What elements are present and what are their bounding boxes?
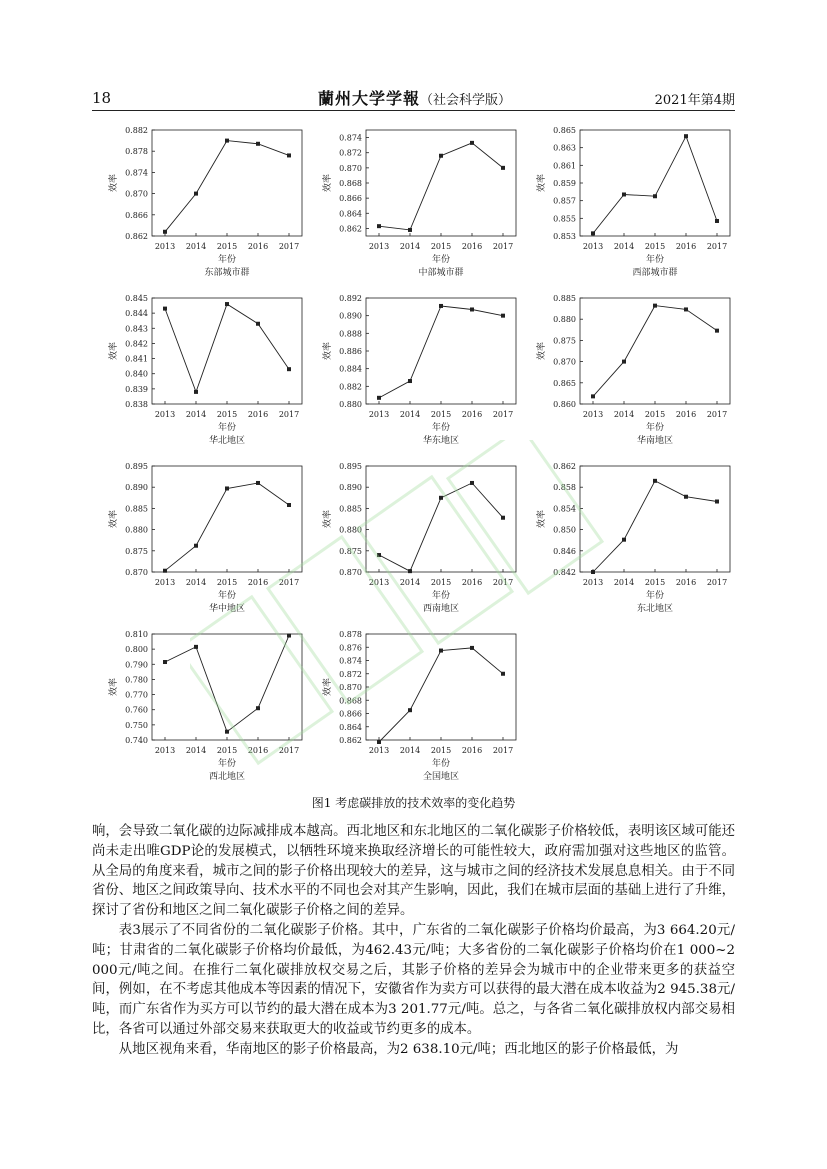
y-tick-label: 0.880 <box>553 315 576 325</box>
data-point <box>470 646 474 650</box>
chart-10 <box>107 630 302 782</box>
page-number: 18 <box>92 89 112 107</box>
y-axis-label: 效率 <box>109 509 119 529</box>
y-axis-label: 效率 <box>537 173 547 193</box>
data-point <box>591 231 595 235</box>
series-line <box>165 141 289 232</box>
chart-9 <box>535 462 730 614</box>
y-tick-label: 0.886 <box>339 347 362 356</box>
y-tick-label: 0.880 <box>339 400 362 409</box>
x-tick-label: 2015 <box>216 410 238 419</box>
chart-2 <box>321 130 516 278</box>
x-axis-label: 年份 <box>217 759 237 769</box>
x-tick-label: 2015 <box>644 410 666 419</box>
chart-5 <box>321 294 516 446</box>
x-tick-label: 2017 <box>278 578 300 587</box>
y-tick-label: 0.854 <box>553 504 576 514</box>
x-tick-label: 2015 <box>644 242 666 251</box>
y-tick-label: 0.875 <box>339 546 362 556</box>
data-point <box>622 192 626 196</box>
y-tick-label: 0.870 <box>339 163 362 173</box>
data-point <box>653 194 657 198</box>
x-axis-label: 年份 <box>431 591 451 601</box>
y-tick-label: 0.855 <box>553 214 576 224</box>
x-tick-label: 2013 <box>582 242 604 251</box>
x-tick-label: 2014 <box>613 578 635 587</box>
chart-title: 西北地区 <box>208 772 246 782</box>
paragraph-2: 表3展示了不同省份的二氧化碳影子价格。其中，广东省的二氧化碳影子价格均价最高，为3 664.20元/吨；甘肃省的二氧化碳影子价格均价最低，为462.43元/吨；大多省份的二氧化碳影子价格均价在1 000~2 000元/吨之间。在推行二氧化碳排放权交易之后，其影子价格的差异会为城市中的企业带来更多的获益空间，例如，在不考虑其他成本等因素的情况下，安徽省作为卖方可以获得的最大潜在成本收益为2 945.38元/吨，而广东省作为买方可以节约的最大潜在成本为3 201.77元/吨。总之，与各省二氧化碳排放权内部交易相比，各省可以通过外部交易来获取更大的收益或节约更多的成本。 <box>92 922 735 1037</box>
x-tick-label: 2014 <box>399 410 421 419</box>
x-axis-label: 年份 <box>217 423 237 433</box>
y-tick-label: 0.885 <box>125 504 148 514</box>
y-tick-label: 0.790 <box>125 660 148 670</box>
y-tick-label: 0.870 <box>553 357 576 367</box>
data-point <box>439 649 443 653</box>
y-axis-label: 效率 <box>323 677 333 697</box>
y-axis-label: 效率 <box>109 341 119 361</box>
y-tick-label: 0.895 <box>125 462 148 471</box>
y-tick-label: 0.895 <box>339 462 362 471</box>
series-line <box>165 483 289 571</box>
x-tick-label: 2017 <box>706 410 728 419</box>
data-point <box>470 307 474 311</box>
data-point <box>377 224 381 228</box>
y-axis-label: 效率 <box>323 341 333 361</box>
y-tick-label: 0.862 <box>125 232 148 241</box>
x-axis-label: 年份 <box>431 759 451 769</box>
x-tick-label: 2013 <box>154 578 176 587</box>
data-point <box>501 516 505 520</box>
plot-frame <box>580 298 730 404</box>
y-tick-label: 0.843 <box>125 324 148 334</box>
chart-title: 华南地区 <box>636 436 674 446</box>
data-point <box>715 500 719 504</box>
y-tick-label: 0.872 <box>339 148 362 158</box>
data-point <box>684 495 688 499</box>
x-tick-label: 2013 <box>154 410 176 419</box>
x-tick-label: 2015 <box>216 746 238 755</box>
data-point <box>591 394 595 398</box>
y-tick-label: 0.844 <box>125 309 148 319</box>
x-tick-label: 2015 <box>644 578 666 587</box>
y-tick-label: 0.870 <box>339 683 362 692</box>
x-tick-label: 2016 <box>247 746 269 755</box>
series-line <box>593 481 717 572</box>
x-tick-label: 2013 <box>582 578 604 587</box>
y-tick-label: 0.874 <box>125 168 148 178</box>
journal-title-sub: （社会科学版） <box>420 93 512 108</box>
y-tick-label: 0.760 <box>125 705 148 715</box>
y-tick-label: 0.884 <box>339 364 362 374</box>
y-tick-label: 0.865 <box>553 126 576 135</box>
x-tick-label: 2016 <box>247 410 269 419</box>
data-point <box>470 141 474 145</box>
data-point <box>684 307 688 311</box>
y-tick-label: 0.870 <box>125 189 148 199</box>
data-point <box>225 730 229 734</box>
x-tick-label: 2015 <box>216 578 238 587</box>
x-tick-label: 2014 <box>613 410 635 419</box>
y-tick-label: 0.892 <box>339 294 362 303</box>
chart-4 <box>107 294 302 446</box>
y-tick-label: 0.858 <box>553 483 576 493</box>
x-tick-label: 2016 <box>461 242 483 251</box>
x-tick-label: 2015 <box>430 746 452 755</box>
y-tick-label: 0.878 <box>339 630 362 639</box>
y-tick-label: 0.750 <box>125 720 148 730</box>
y-tick-label: 0.866 <box>339 709 362 719</box>
y-tick-label: 0.800 <box>125 645 148 655</box>
x-tick-label: 2017 <box>492 242 514 251</box>
y-tick-label: 0.780 <box>125 675 148 685</box>
y-tick-label: 0.890 <box>339 311 362 321</box>
y-tick-label: 0.838 <box>125 400 148 409</box>
y-tick-label: 0.842 <box>125 339 148 349</box>
y-tick-label: 0.840 <box>125 369 148 379</box>
data-point <box>622 538 626 542</box>
y-axis-label: 效率 <box>537 341 547 361</box>
data-point <box>225 486 229 490</box>
data-point <box>194 645 198 649</box>
x-axis-label: 年份 <box>645 591 665 601</box>
data-point <box>684 134 688 138</box>
y-tick-label: 0.890 <box>125 483 148 493</box>
y-tick-label: 0.842 <box>553 568 576 577</box>
x-tick-label: 2017 <box>706 578 728 587</box>
y-tick-label: 0.878 <box>125 147 148 157</box>
x-tick-label: 2013 <box>154 242 176 251</box>
y-tick-label: 0.874 <box>339 133 362 143</box>
chart-title: 西南地区 <box>422 604 460 614</box>
data-point <box>194 390 198 394</box>
chart-3 <box>535 126 730 278</box>
y-tick-label: 0.866 <box>339 194 362 204</box>
x-tick-label: 2013 <box>368 746 390 755</box>
issue-label: 2021年第4期 <box>654 93 735 108</box>
y-tick-label: 0.859 <box>553 179 576 188</box>
data-point <box>287 153 291 157</box>
data-point <box>715 329 719 333</box>
data-point <box>653 304 657 308</box>
plot-frame <box>366 466 516 572</box>
data-point <box>439 304 443 308</box>
data-point <box>256 706 260 710</box>
x-tick-label: 2015 <box>430 242 452 251</box>
y-tick-label: 0.853 <box>553 232 576 241</box>
x-tick-label: 2016 <box>461 578 483 587</box>
data-point <box>501 166 505 170</box>
x-tick-label: 2014 <box>185 242 207 251</box>
data-point <box>408 708 412 712</box>
x-tick-label: 2017 <box>492 746 514 755</box>
data-point <box>163 230 167 234</box>
y-tick-label: 0.866 <box>125 210 148 220</box>
x-tick-label: 2016 <box>247 242 269 251</box>
x-tick-label: 2014 <box>399 746 421 755</box>
data-point <box>377 396 381 400</box>
data-point <box>256 142 260 146</box>
data-point <box>439 496 443 500</box>
x-tick-label: 2013 <box>582 410 604 419</box>
series-line <box>593 136 717 233</box>
x-tick-label: 2016 <box>675 410 697 419</box>
y-tick-label: 0.845 <box>125 294 148 303</box>
y-tick-label: 0.882 <box>125 126 148 135</box>
data-point <box>408 379 412 383</box>
x-axis-label: 年份 <box>431 255 451 265</box>
x-tick-label: 2013 <box>368 242 390 251</box>
series-line <box>379 648 503 742</box>
plot-frame <box>152 466 302 572</box>
y-tick-label: 0.861 <box>553 161 576 171</box>
x-tick-label: 2017 <box>706 242 728 251</box>
y-tick-label: 0.857 <box>553 196 576 206</box>
data-point <box>377 553 381 557</box>
plot-frame <box>580 130 730 236</box>
x-axis-label: 年份 <box>217 591 237 601</box>
figure-caption: 图1 考虑碳排放的技术效率的变化趋势 <box>311 796 516 810</box>
chart-title: 东部城市群 <box>204 268 250 278</box>
y-tick-label: 0.882 <box>339 382 362 392</box>
y-tick-label: 0.888 <box>339 329 362 339</box>
series-line <box>593 306 717 397</box>
y-tick-label: 0.841 <box>125 354 148 364</box>
x-tick-label: 2013 <box>154 746 176 755</box>
y-tick-label: 0.860 <box>553 400 576 409</box>
data-point <box>715 219 719 223</box>
y-axis-label: 效率 <box>323 509 333 529</box>
chart-title: 东北地区 <box>636 604 674 614</box>
series-line <box>165 304 289 392</box>
x-tick-label: 2017 <box>278 746 300 755</box>
y-tick-label: 0.872 <box>339 669 362 679</box>
y-tick-label: 0.880 <box>125 525 148 535</box>
y-tick-label: 0.885 <box>553 294 576 303</box>
y-tick-label: 0.875 <box>125 546 148 556</box>
x-tick-label: 2015 <box>430 578 452 587</box>
data-point <box>653 479 657 483</box>
chart-title: 华中地区 <box>208 604 246 614</box>
y-tick-label: 0.870 <box>339 568 362 577</box>
y-tick-label: 0.770 <box>125 690 148 700</box>
paragraph-1: 响，会导致二氧化碳的边际减排成本越高。西北地区和东北地区的二氧化碳影子价格较低，表明该区域可能还尚未走出唯GDP论的发展模式，以牺牲环境来换取经济增长的可能性较大，政府需加强对这些地区的监管。从全局的角度来看，城市之间的影子价格出现较大的差异，这与城市之间的经济技术发展息息相关。由于不同省份、地区之间政策导向、技术水平的不同也会对其产生影响，因此，我们在城市层面的基础上进行了升维，探讨了省份和地区之间二氧化碳影子价格之间的差异。 <box>92 824 735 919</box>
y-tick-label: 0.862 <box>339 224 362 234</box>
x-tick-label: 2013 <box>368 578 390 587</box>
y-tick-label: 0.876 <box>339 643 362 653</box>
chart-title: 全国地区 <box>422 772 460 782</box>
series-line <box>165 636 289 732</box>
x-tick-label: 2015 <box>216 242 238 251</box>
chart-7 <box>107 462 302 614</box>
y-tick-label: 0.890 <box>339 483 362 493</box>
data-point <box>501 672 505 676</box>
x-tick-label: 2016 <box>675 578 697 587</box>
y-tick-label: 0.862 <box>553 462 576 471</box>
y-tick-label: 0.839 <box>125 384 148 394</box>
y-axis-label: 效率 <box>109 677 119 697</box>
data-point <box>163 569 167 573</box>
data-point <box>194 192 198 196</box>
y-axis-label: 效率 <box>109 173 119 193</box>
data-point <box>501 314 505 318</box>
y-tick-label: 0.868 <box>339 179 362 188</box>
y-axis-label: 效率 <box>323 173 333 193</box>
y-tick-label: 0.880 <box>339 525 362 535</box>
data-point <box>194 544 198 548</box>
x-tick-label: 2014 <box>185 746 207 755</box>
y-tick-label: 0.864 <box>339 209 362 219</box>
data-point <box>163 660 167 664</box>
series-line <box>379 306 503 398</box>
x-tick-label: 2017 <box>492 578 514 587</box>
plot-frame <box>152 634 302 740</box>
x-tick-label: 2016 <box>461 410 483 419</box>
chart-1 <box>107 126 302 278</box>
x-tick-label: 2017 <box>278 242 300 251</box>
x-tick-label: 2016 <box>247 578 269 587</box>
data-point <box>287 634 291 638</box>
data-point <box>256 481 260 485</box>
y-tick-label: 0.865 <box>553 378 576 388</box>
x-tick-label: 2017 <box>492 410 514 419</box>
data-point <box>256 322 260 326</box>
y-tick-label: 0.862 <box>339 736 362 745</box>
x-axis-label: 年份 <box>217 255 237 265</box>
data-point <box>622 360 626 364</box>
journal-title-main: 蘭州大学学報 <box>318 89 421 108</box>
y-tick-label: 0.868 <box>339 696 362 706</box>
data-point <box>225 139 229 143</box>
data-point <box>377 740 381 744</box>
y-tick-label: 0.870 <box>125 568 148 577</box>
chart-title: 华东地区 <box>422 436 460 446</box>
y-tick-label: 0.810 <box>125 630 148 639</box>
chart-8 <box>321 462 516 614</box>
plot-frame <box>366 130 516 236</box>
chart-title: 西部城市群 <box>632 268 678 278</box>
data-point <box>470 481 474 485</box>
data-point <box>408 228 412 232</box>
paragraph-3: 从地区视角来看，华南地区的影子价格最高，为2 638.10元/吨；西北地区的影子价格最低，为 <box>118 1041 679 1057</box>
y-tick-label: 0.846 <box>553 546 576 556</box>
data-point <box>591 570 595 574</box>
data-point <box>408 569 412 573</box>
chart-6 <box>535 294 730 446</box>
x-tick-label: 2016 <box>675 242 697 251</box>
y-tick-label: 0.875 <box>553 336 576 346</box>
y-tick-label: 0.864 <box>339 722 362 732</box>
y-tick-label: 0.874 <box>339 656 362 666</box>
y-tick-label: 0.850 <box>553 525 576 535</box>
chart-title: 中部城市群 <box>418 268 464 278</box>
x-axis-label: 年份 <box>645 423 665 433</box>
x-axis-label: 年份 <box>645 255 665 265</box>
x-axis-label: 年份 <box>431 423 451 433</box>
y-axis-label: 效率 <box>537 509 547 529</box>
y-tick-label: 0.885 <box>339 504 362 514</box>
x-tick-label: 2014 <box>399 578 421 587</box>
x-tick-label: 2014 <box>185 410 207 419</box>
body-text <box>92 822 735 1060</box>
x-tick-label: 2016 <box>461 746 483 755</box>
data-point <box>439 154 443 158</box>
chart-title: 华北地区 <box>208 436 246 446</box>
x-tick-label: 2015 <box>430 410 452 419</box>
x-tick-label: 2017 <box>278 410 300 419</box>
x-tick-label: 2014 <box>185 578 207 587</box>
chart-11 <box>321 630 516 782</box>
y-tick-label: 0.740 <box>125 736 148 745</box>
data-point <box>225 302 229 306</box>
plot-frame <box>152 298 302 404</box>
x-tick-label: 2014 <box>399 242 421 251</box>
x-tick-label: 2013 <box>368 410 390 419</box>
data-point <box>287 367 291 371</box>
y-tick-label: 0.863 <box>553 143 576 153</box>
data-point <box>163 307 167 311</box>
data-point <box>287 503 291 507</box>
x-tick-label: 2014 <box>613 242 635 251</box>
